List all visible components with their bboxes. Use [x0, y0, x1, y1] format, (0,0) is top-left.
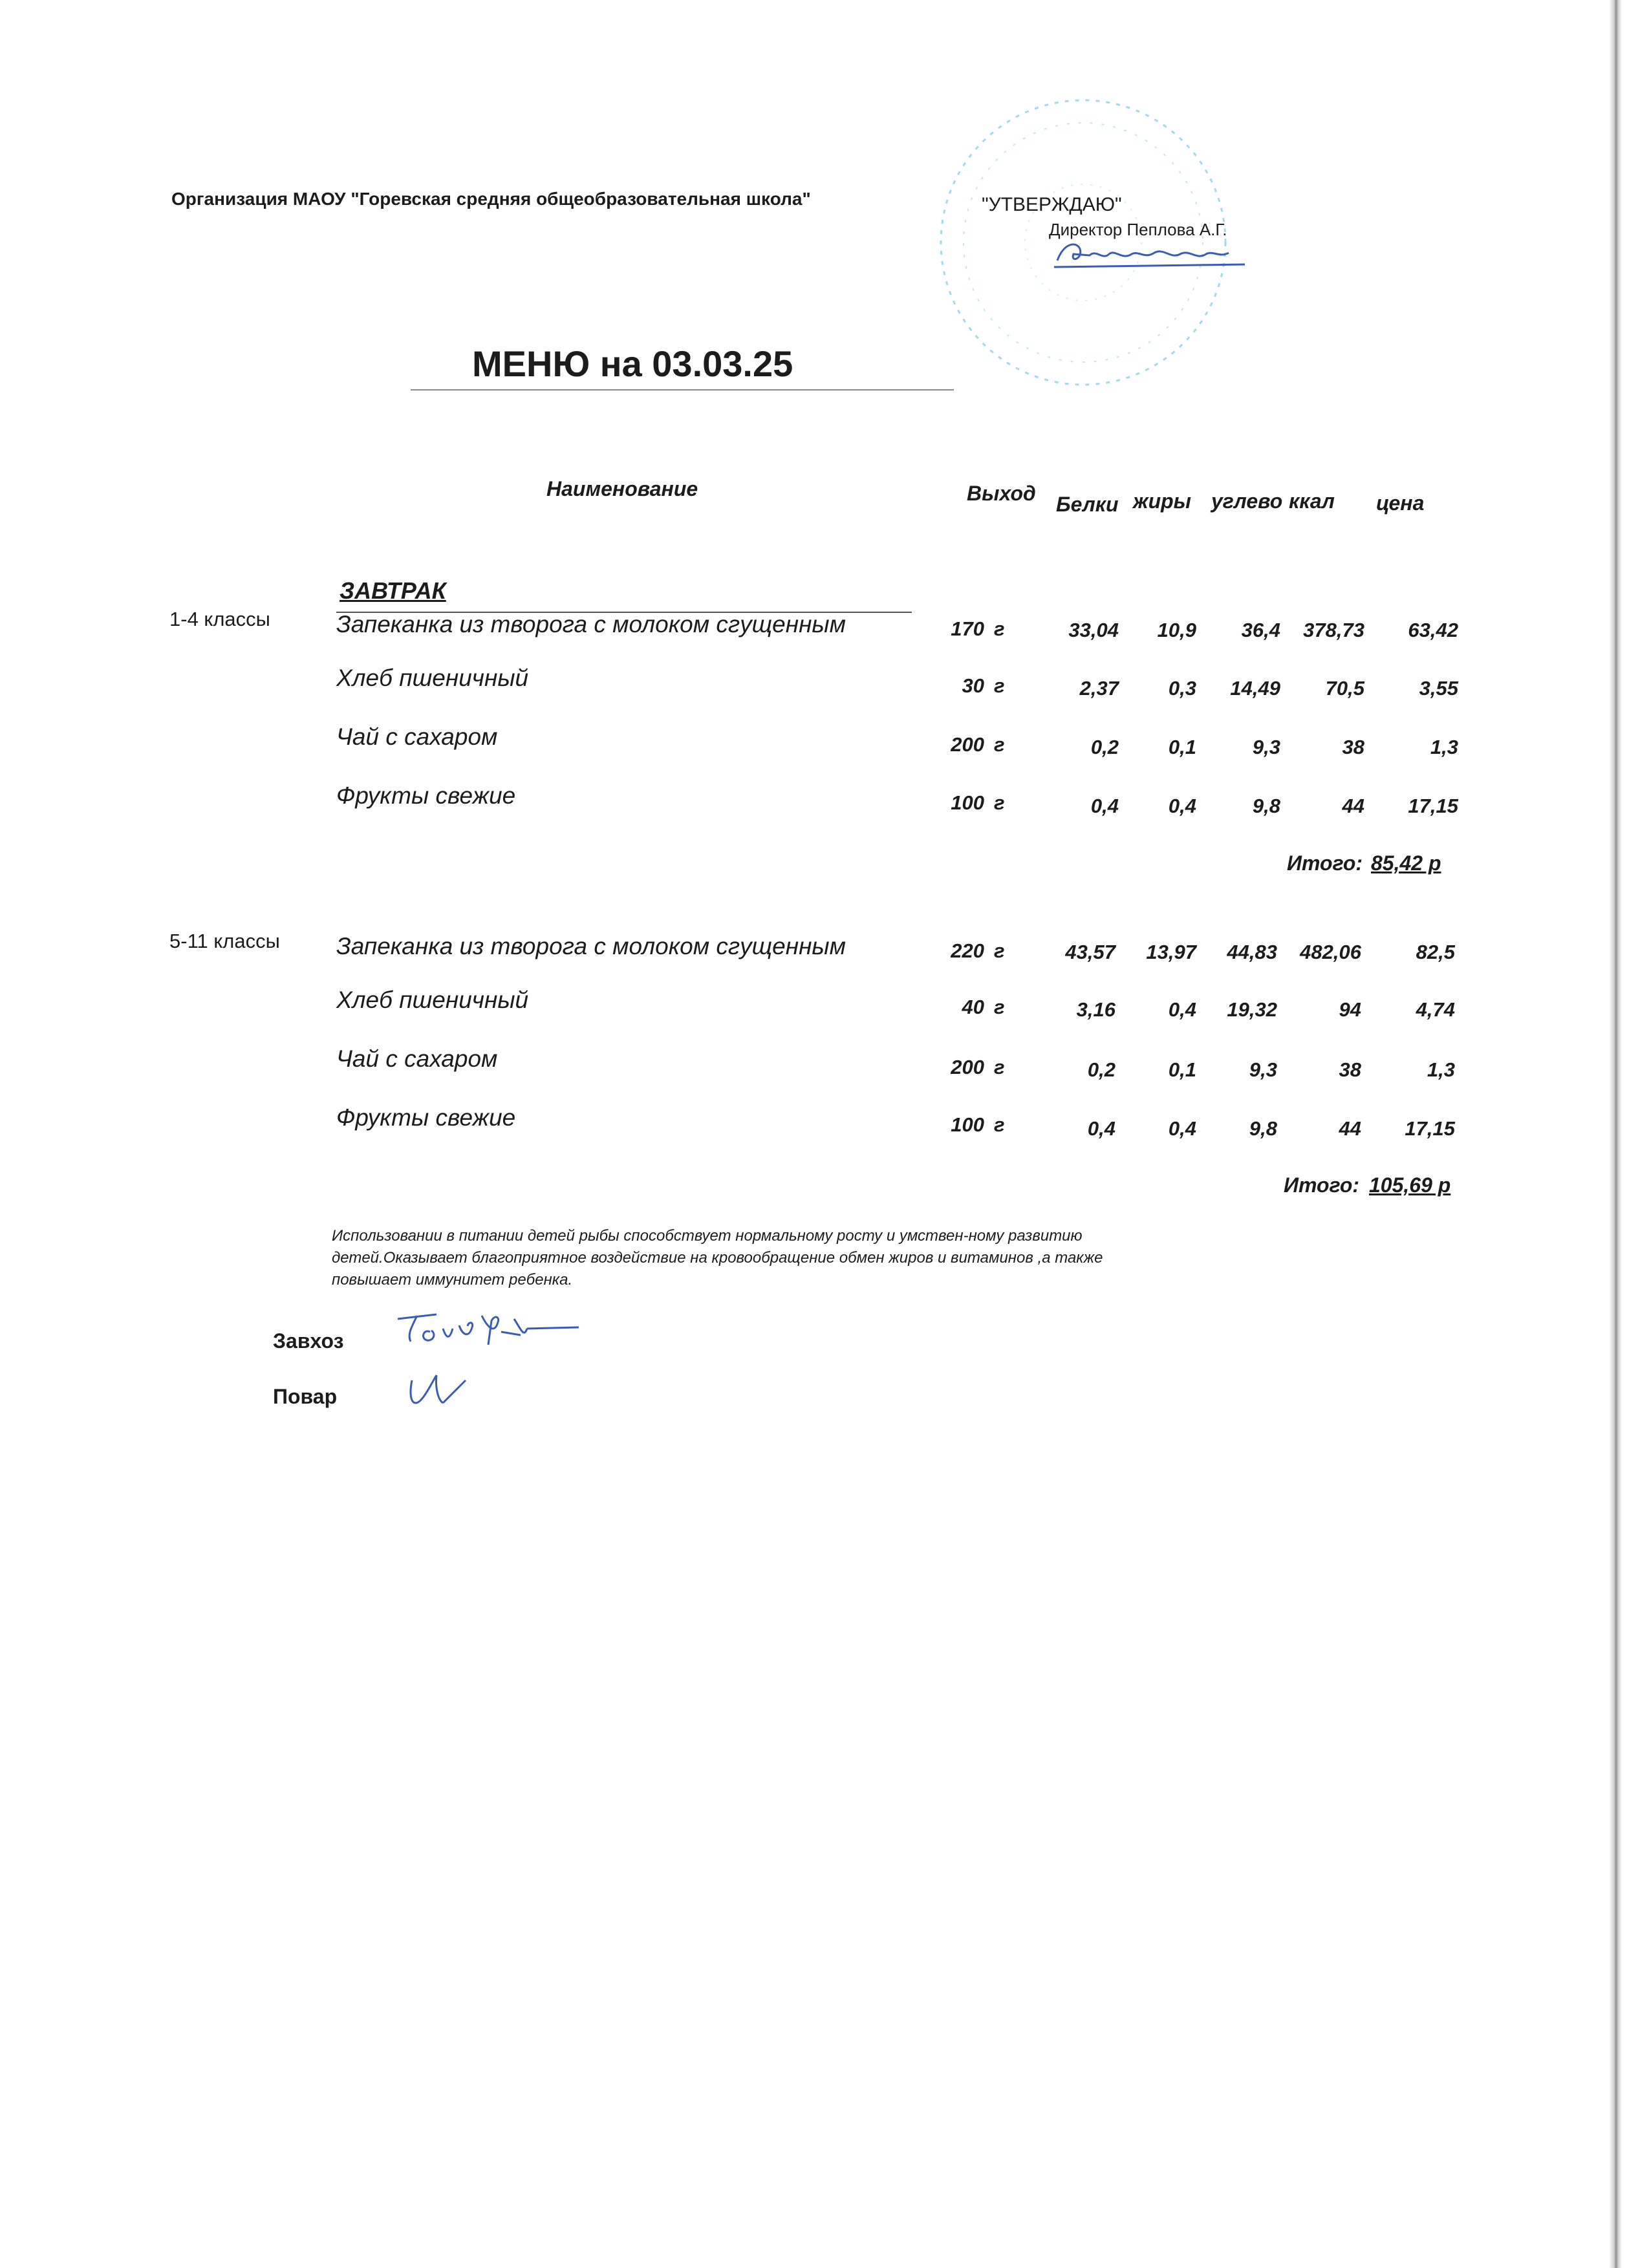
storekeeper-label: Завхоз	[273, 1329, 344, 1353]
item-unit: г	[994, 1113, 1005, 1136]
item-name: Чай с сахаром	[336, 1045, 498, 1072]
item-name: Запеканка из творога с молоком сгущенным	[336, 933, 846, 959]
item-price: 17,15	[1405, 1117, 1455, 1140]
item-unit: г	[994, 674, 1005, 697]
item-protein: 0,2	[1087, 1058, 1116, 1081]
item-kcal: 378,73	[1303, 619, 1364, 641]
item-name: Хлеб пшеничный	[336, 987, 529, 1013]
item-unit: г	[994, 733, 1005, 756]
total-value: 105,69 р	[1369, 1173, 1451, 1197]
item-carbs: 9,3	[1249, 1058, 1277, 1081]
item-yield: 200	[951, 1056, 984, 1078]
item-price: 4,74	[1416, 998, 1455, 1021]
col-header-price: цена	[1376, 491, 1425, 515]
item-unit: г	[994, 617, 1005, 640]
item-carbs: 9,8	[1249, 1117, 1277, 1140]
item-protein: 0,4	[1090, 795, 1119, 817]
item-fat: 0,4	[1168, 998, 1196, 1021]
item-fat: 13,97	[1146, 941, 1196, 963]
item-yield: 40	[962, 996, 984, 1018]
group-label: 5-11 классы	[169, 930, 280, 952]
col-header-kcal: ккал	[1289, 489, 1335, 513]
item-protein: 0,4	[1087, 1117, 1116, 1140]
item-yield: 30	[962, 674, 984, 697]
item-yield: 170	[951, 617, 984, 640]
item-yield: 100	[951, 791, 984, 814]
group-label: 1-4 классы	[169, 608, 270, 630]
cook-label: Повар	[273, 1385, 338, 1408]
item-protein: 43,57	[1065, 941, 1116, 963]
item-protein: 3,16	[1076, 998, 1116, 1021]
item-fat: 10,9	[1157, 619, 1196, 641]
col-header-fat: жиры	[1133, 489, 1191, 513]
item-fat: 0,4	[1168, 1117, 1196, 1140]
nutrition-note: Использовании в питании детей рыбы способствует нормальному росту и умствен-ному развитию детей.Оказывает благоприятное воздействие на кровообращение обмен жиров и витаминов ,а также повышает иммунитет ребенка.	[332, 1227, 1103, 1289]
item-kcal: 38	[1339, 1058, 1361, 1081]
scan-edge	[1609, 0, 1622, 2268]
item-name: Фрукты свежие	[336, 1104, 516, 1131]
item-fat: 0,3	[1168, 677, 1196, 700]
item-unit: г	[994, 996, 1005, 1018]
item-kcal: 70,5	[1325, 677, 1364, 700]
item-price: 3,55	[1419, 677, 1458, 700]
item-fat: 0,4	[1168, 795, 1196, 817]
title-underline	[411, 389, 954, 390]
item-price: 82,5	[1416, 941, 1455, 963]
item-protein: 0,2	[1090, 736, 1119, 758]
item-protein: 2,37	[1079, 677, 1119, 700]
item-unit: г	[994, 1056, 1005, 1078]
item-kcal: 94	[1339, 998, 1361, 1021]
item-fat: 0,1	[1168, 1058, 1196, 1081]
item-unit: г	[994, 939, 1005, 962]
item-yield: 200	[951, 733, 984, 756]
item-price: 17,15	[1408, 795, 1458, 817]
item-price: 1,3	[1427, 1058, 1455, 1081]
col-header-protein: Белки	[1056, 493, 1119, 516]
total-label: Итого:	[1287, 851, 1363, 875]
item-fat: 0,1	[1168, 736, 1196, 758]
item-name: Фрукты свежие	[336, 782, 516, 809]
total-label: Итого:	[1284, 1173, 1360, 1197]
item-name: Хлеб пшеничный	[336, 665, 529, 691]
item-unit: г	[994, 791, 1005, 814]
item-kcal: 44	[1339, 1117, 1361, 1140]
item-carbs: 14,49	[1230, 677, 1280, 700]
organization-name: Организация МАОУ "Горевская средняя общеобразовательная школа"	[171, 189, 811, 209]
approve-stamp-text: "УТВЕРЖДАЮ"	[982, 194, 1122, 215]
item-carbs: 44,83	[1227, 941, 1277, 963]
item-price: 1,3	[1430, 736, 1458, 758]
item-carbs: 19,32	[1227, 998, 1277, 1021]
item-name: Запеканка из творога с молоком сгущенным	[336, 611, 846, 637]
meal-title: ЗАВТРАК	[339, 577, 446, 604]
item-yield: 220	[951, 939, 984, 962]
item-protein: 33,04	[1068, 619, 1119, 641]
item-kcal: 44	[1342, 795, 1364, 817]
col-header-yield: Выход	[967, 482, 1036, 505]
total-value: 85,42 р	[1371, 851, 1441, 875]
item-kcal: 38	[1342, 736, 1364, 758]
director-signature	[1051, 236, 1258, 275]
item-carbs: 36,4	[1241, 619, 1280, 641]
col-header-name: Наименование	[546, 477, 698, 500]
item-price: 63,42	[1408, 619, 1458, 641]
item-kcal: 482,06	[1300, 941, 1361, 963]
item-carbs: 9,8	[1252, 795, 1280, 817]
page-title: МЕНЮ на 03.03.25	[472, 343, 793, 384]
cook-signature	[404, 1367, 475, 1413]
col-header-carbs: углево	[1211, 489, 1283, 513]
item-carbs: 9,3	[1252, 736, 1280, 758]
storekeeper-signature	[391, 1309, 585, 1354]
item-yield: 100	[951, 1113, 984, 1136]
director-name: Директор Пеплова А.Г.	[1049, 220, 1227, 239]
item-name: Чай с сахаром	[336, 723, 498, 750]
